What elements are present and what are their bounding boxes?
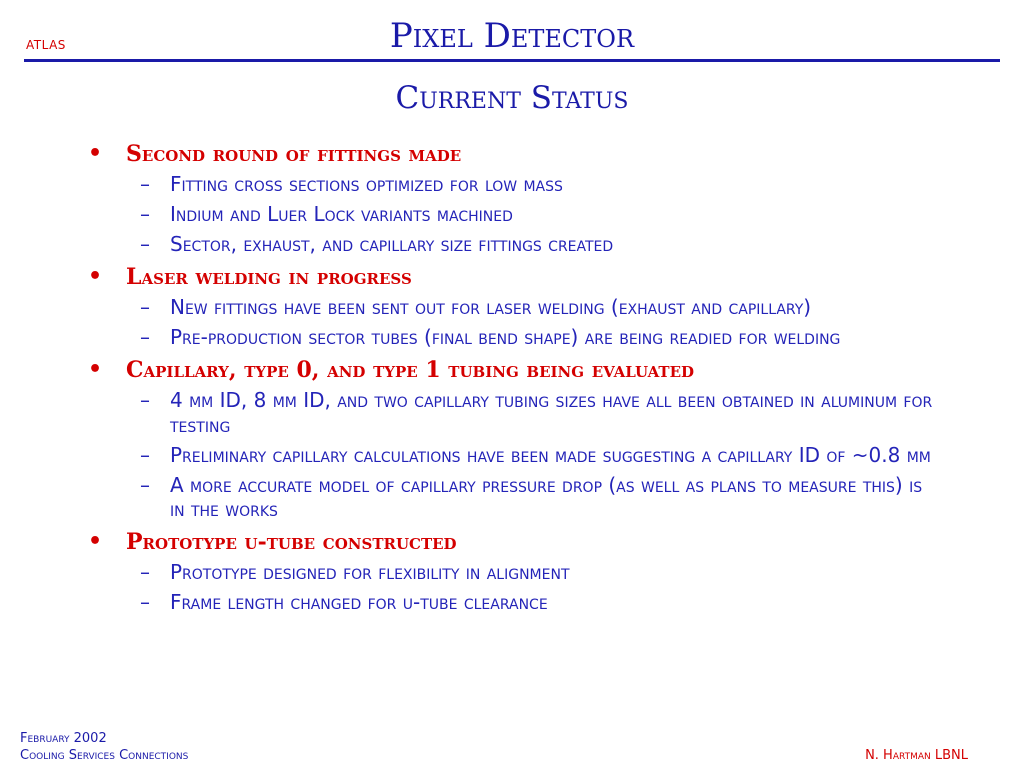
dash-icon: –	[140, 232, 150, 256]
sub-item	[88, 325, 938, 350]
dash-icon: –	[140, 388, 150, 412]
slide-title: Pixel Detector	[389, 16, 635, 56]
footer-topic: Cooling Services Connections	[20, 748, 189, 763]
bullet-icon: •	[88, 529, 103, 554]
bullet-u-tube	[88, 527, 938, 557]
sub-item-text: 4 mm ID, 8 mm ID, and two capillary tubing sizes have all been obtained in aluminum for testing	[170, 388, 933, 437]
bullet-heading: Prototype u-tube constructed	[126, 529, 457, 555]
title-divider	[24, 59, 1000, 62]
sub-item	[88, 590, 938, 615]
sub-item-text: Pre-production sector tubes (final bend shape) are being readied for welding	[170, 325, 841, 349]
sub-item	[88, 443, 938, 468]
dash-icon: –	[140, 472, 150, 497]
dash-icon: –	[140, 295, 150, 319]
bullet-tubing	[88, 355, 938, 385]
atlas-logo-text: atlas	[26, 34, 66, 54]
dash-icon: –	[140, 172, 150, 196]
sub-item	[88, 295, 938, 320]
sub-item	[88, 560, 938, 585]
bullet-list	[88, 139, 938, 620]
sub-item-text: Fitting cross sections optimized for low mass	[170, 172, 563, 196]
dash-icon: –	[140, 202, 150, 226]
sub-item	[88, 473, 938, 522]
sub-item-text: Indium and Luer Lock variants machined	[170, 202, 513, 226]
bullet-laser-welding	[88, 262, 938, 292]
sub-item-text: Prototype designed for flexibility in alignment	[170, 560, 570, 584]
bullet-heading: Second round of fittings made	[126, 141, 462, 167]
dash-icon: –	[140, 442, 150, 467]
sub-item-text: New fittings have been sent out for laser welding (exhaust and capillary)	[170, 295, 812, 319]
bullet-icon: •	[88, 264, 103, 289]
sub-item	[88, 388, 938, 437]
bullet-icon: •	[88, 141, 103, 166]
sub-item	[88, 172, 938, 197]
bullet-fittings	[88, 139, 938, 169]
sub-item-text: A more accurate model of capillary pressure drop (as well as plans to measure this) is in the works	[170, 472, 923, 521]
dash-icon: –	[140, 325, 150, 349]
bullet-heading: Capillary, type 0, and type 1 tubing being evaluated	[126, 357, 695, 383]
slide-subtitle: Current Status	[395, 80, 629, 116]
dash-icon: –	[140, 560, 150, 584]
footer-author: N. Hartman LBNL	[865, 748, 968, 763]
footer-left	[20, 730, 188, 764]
sub-item	[88, 232, 938, 257]
sub-item-text: Preliminary capillary calculations have been made suggesting a capillary ID of ~0.8 mm	[170, 442, 931, 467]
sub-item	[88, 202, 938, 227]
bullet-heading: Laser welding in progress	[126, 264, 412, 290]
sub-item-text: Sector, exhaust, and capillary size fittings created	[170, 232, 614, 256]
dash-icon: –	[140, 590, 150, 614]
footer-date: February 2002	[20, 731, 107, 746]
sub-item-text: Frame length changed for u-tube clearance	[170, 590, 548, 614]
bullet-icon: •	[88, 357, 103, 382]
